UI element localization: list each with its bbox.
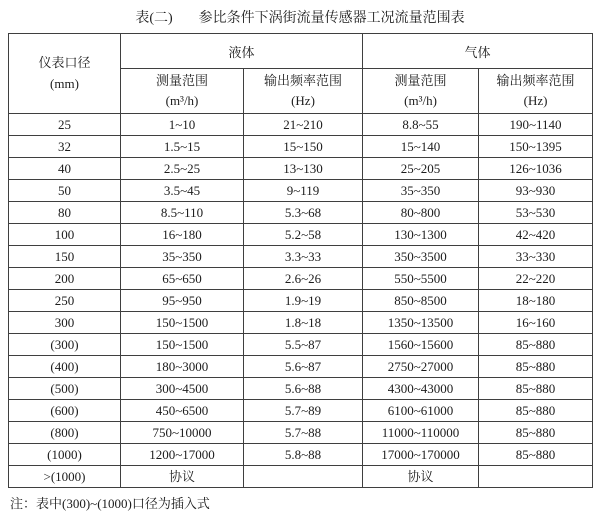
table-title-text: 参比条件下涡街流量传感器工况流量范围表 xyxy=(198,11,465,26)
table-row xyxy=(9,290,593,312)
cell-liquid-measure-range: 180~3000 xyxy=(121,356,244,378)
cell-diameter: 80 xyxy=(9,202,121,224)
header-unit: (m³/h) xyxy=(165,93,199,108)
footnote-text: 表中(300)~(1000)口径为插入式 xyxy=(36,496,210,511)
header-diameter xyxy=(9,34,121,114)
table-row xyxy=(9,444,593,466)
header-diameter-unit: (mm) xyxy=(50,75,79,91)
table-row xyxy=(9,268,593,290)
cell-gas-measure-range: 1350~13500 xyxy=(363,312,479,334)
cell-diameter: (300) xyxy=(9,334,121,356)
cell-liquid-output-frequency: 2.6~26 xyxy=(244,268,363,290)
cell-liquid-output-frequency: 13~130 xyxy=(244,158,363,180)
cell-diameter: 50 xyxy=(9,180,121,202)
cell-gas-measure-range: 2750~27000 xyxy=(363,356,479,378)
cell-liquid-output-frequency: 1.9~19 xyxy=(244,290,363,312)
cell-liquid-output-frequency: 5.7~88 xyxy=(244,422,363,444)
header-label: 测量范围 xyxy=(155,72,208,88)
cell-gas-output-frequency: 85~880 xyxy=(479,378,593,400)
cell-gas-output-frequency: 85~880 xyxy=(479,400,593,422)
cell-gas-output-frequency: 190~1140 xyxy=(479,114,593,136)
table-row xyxy=(9,158,593,180)
cell-gas-measure-range: 15~140 xyxy=(363,136,479,158)
cell-liquid-output-frequency: 5.6~87 xyxy=(244,356,363,378)
table-row xyxy=(9,114,593,136)
cell-diameter: >(1000) xyxy=(9,466,121,488)
cell-diameter: 250 xyxy=(9,290,121,312)
header-gas-group: 气体 xyxy=(363,34,593,69)
cell-diameter: (1000) xyxy=(9,444,121,466)
cell-liquid-measure-range: 150~1500 xyxy=(121,334,244,356)
cell-gas-measure-range: 130~1300 xyxy=(363,224,479,246)
cell-liquid-output-frequency: 5.2~58 xyxy=(244,224,363,246)
cell-gas-output-frequency: 126~1036 xyxy=(479,158,593,180)
cell-gas-output-frequency xyxy=(479,466,593,488)
cell-liquid-output-frequency: 5.8~88 xyxy=(244,444,363,466)
header-group-row xyxy=(9,34,593,69)
cell-gas-measure-range: 850~8500 xyxy=(363,290,479,312)
table-row xyxy=(9,202,593,224)
table-number-label: 表(二) xyxy=(135,11,173,26)
cell-gas-measure-range: 25~205 xyxy=(363,158,479,180)
cell-diameter: 32 xyxy=(9,136,121,158)
header-gas-output-frequency xyxy=(479,69,593,114)
cell-diameter: (800) xyxy=(9,422,121,444)
cell-diameter: (600) xyxy=(9,400,121,422)
cell-liquid-output-frequency: 5.6~88 xyxy=(244,378,363,400)
cell-gas-measure-range: 17000~170000 xyxy=(363,444,479,466)
cell-gas-output-frequency: 150~1395 xyxy=(479,136,593,158)
cell-gas-measure-range: 350~3500 xyxy=(363,246,479,268)
header-label: 输出频率范围 xyxy=(496,72,575,88)
cell-liquid-output-frequency: 1.8~18 xyxy=(244,312,363,334)
cell-gas-output-frequency: 85~880 xyxy=(479,356,593,378)
header-unit: (m³/h) xyxy=(404,93,437,108)
cell-gas-output-frequency: 53~530 xyxy=(479,202,593,224)
cell-liquid-output-frequency: 9~119 xyxy=(244,180,363,202)
header-gas-measure-range xyxy=(363,69,479,114)
cell-liquid-measure-range: 35~350 xyxy=(121,246,244,268)
cell-diameter: (500) xyxy=(9,378,121,400)
cell-liquid-output-frequency: 5.3~68 xyxy=(244,202,363,224)
cell-liquid-measure-range: 8.5~110 xyxy=(121,202,244,224)
table-row xyxy=(9,422,593,444)
cell-gas-output-frequency: 93~930 xyxy=(479,180,593,202)
cell-gas-output-frequency: 33~330 xyxy=(479,246,593,268)
cell-liquid-measure-range: 2.5~25 xyxy=(121,158,244,180)
header-unit: (Hz) xyxy=(523,93,548,108)
footnote xyxy=(10,493,600,512)
cell-gas-measure-range: 80~800 xyxy=(363,202,479,224)
cell-gas-measure-range: 11000~110000 xyxy=(363,422,479,444)
cell-gas-measure-range: 4300~43000 xyxy=(363,378,479,400)
cell-liquid-measure-range: 1200~17000 xyxy=(121,444,244,466)
table-row xyxy=(9,136,593,158)
cell-gas-output-frequency: 22~220 xyxy=(479,268,593,290)
header-unit: (Hz) xyxy=(291,93,315,108)
header-diameter-label: 仪表口径 xyxy=(38,55,91,71)
cell-gas-measure-range: 1560~15600 xyxy=(363,334,479,356)
table-header xyxy=(9,34,593,114)
cell-gas-output-frequency: 85~880 xyxy=(479,422,593,444)
cell-liquid-output-frequency: 15~150 xyxy=(244,136,363,158)
header-liquid-measure-range xyxy=(121,69,244,114)
cell-diameter: 40 xyxy=(9,158,121,180)
cell-liquid-measure-range: 95~950 xyxy=(121,290,244,312)
cell-liquid-output-frequency: 5.7~89 xyxy=(244,400,363,422)
cell-liquid-output-frequency: 21~210 xyxy=(244,114,363,136)
cell-diameter: 150 xyxy=(9,246,121,268)
cell-diameter: 100 xyxy=(9,224,121,246)
cell-liquid-measure-range: 450~6500 xyxy=(121,400,244,422)
cell-gas-measure-range: 35~350 xyxy=(363,180,479,202)
table-row xyxy=(9,400,593,422)
cell-diameter: 300 xyxy=(9,312,121,334)
table-row xyxy=(9,334,593,356)
cell-liquid-measure-range: 16~180 xyxy=(121,224,244,246)
cell-liquid-measure-range: 65~650 xyxy=(121,268,244,290)
header-liquid-output-frequency xyxy=(244,69,363,114)
cell-gas-measure-range: 8.8~55 xyxy=(363,114,479,136)
table-row xyxy=(9,378,593,400)
cell-gas-output-frequency: 18~180 xyxy=(479,290,593,312)
cell-liquid-measure-range: 300~4500 xyxy=(121,378,244,400)
cell-gas-output-frequency: 85~880 xyxy=(479,444,593,466)
table-row xyxy=(9,356,593,378)
flow-range-table xyxy=(8,33,593,488)
table-row xyxy=(9,246,593,268)
cell-liquid-measure-range: 150~1500 xyxy=(121,312,244,334)
page-title xyxy=(0,0,600,32)
header-liquid-group: 液体 xyxy=(121,34,363,69)
cell-gas-measure-range: 协议 xyxy=(363,466,479,488)
cell-liquid-measure-range: 协议 xyxy=(121,466,244,488)
cell-liquid-measure-range: 750~10000 xyxy=(121,422,244,444)
table-body xyxy=(9,114,593,488)
cell-diameter: (400) xyxy=(9,356,121,378)
cell-diameter: 25 xyxy=(9,114,121,136)
cell-gas-output-frequency: 16~160 xyxy=(479,312,593,334)
cell-gas-measure-range: 6100~61000 xyxy=(363,400,479,422)
cell-liquid-measure-range: 1~10 xyxy=(121,114,244,136)
header-label: 测量范围 xyxy=(394,72,447,88)
cell-liquid-output-frequency xyxy=(244,466,363,488)
cell-liquid-output-frequency: 3.3~33 xyxy=(244,246,363,268)
cell-gas-measure-range: 550~5500 xyxy=(363,268,479,290)
header-label: 输出频率范围 xyxy=(264,72,343,88)
cell-gas-output-frequency: 85~880 xyxy=(479,334,593,356)
cell-diameter: 200 xyxy=(9,268,121,290)
table-row xyxy=(9,180,593,202)
cell-gas-output-frequency: 42~420 xyxy=(479,224,593,246)
table-row xyxy=(9,224,593,246)
cell-liquid-output-frequency: 5.5~87 xyxy=(244,334,363,356)
cell-liquid-measure-range: 3.5~45 xyxy=(121,180,244,202)
footnote-label: 注： xyxy=(10,496,37,511)
cell-liquid-measure-range: 1.5~15 xyxy=(121,136,244,158)
table-row xyxy=(9,312,593,334)
table-row xyxy=(9,466,593,488)
